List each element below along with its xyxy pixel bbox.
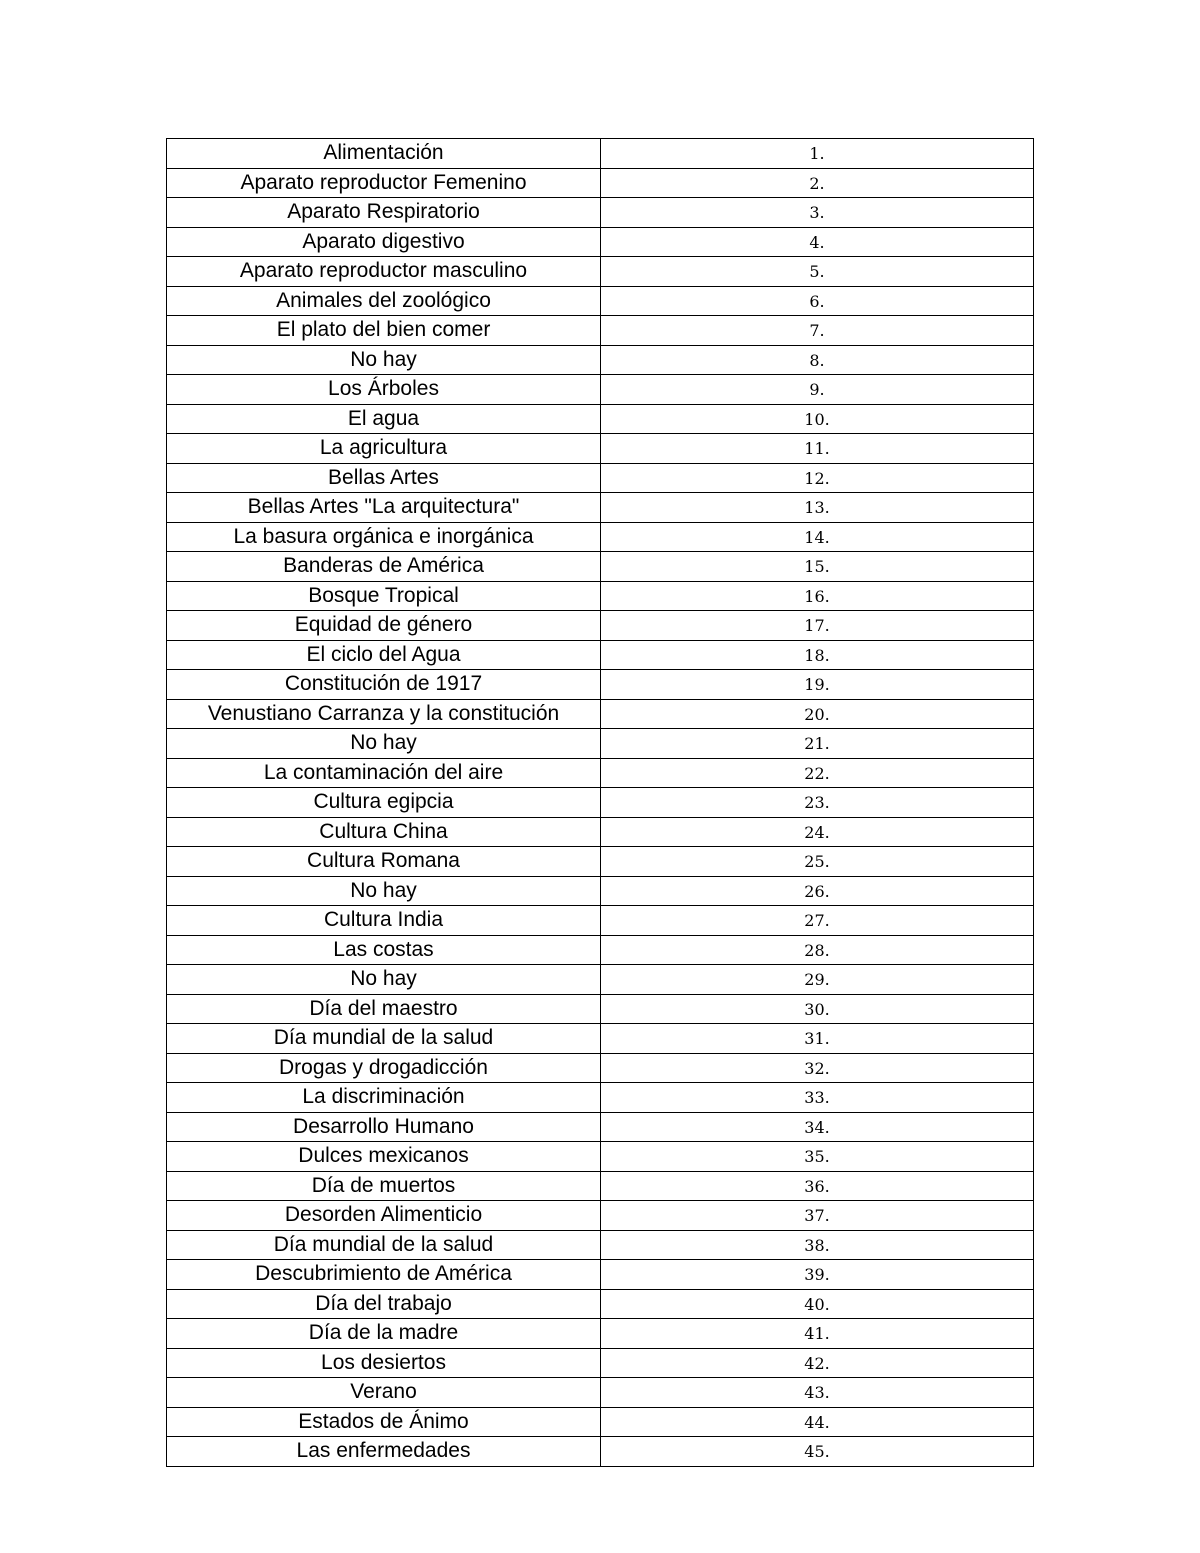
topic-cell: Día mundial de la salud: [167, 1024, 601, 1054]
table-row: [167, 1378, 1034, 1408]
number-cell: 30.: [601, 994, 1034, 1024]
number-cell: 12.: [601, 463, 1034, 493]
table-row: [167, 463, 1034, 493]
topic-cell: Drogas y drogadicción: [167, 1053, 601, 1083]
table-row: [167, 139, 1034, 169]
number-cell: 39.: [601, 1260, 1034, 1290]
table-row: [167, 640, 1034, 670]
table-row: [167, 522, 1034, 552]
topic-cell: Constitución de 1917: [167, 670, 601, 700]
table-row: [167, 994, 1034, 1024]
number-cell: 26.: [601, 876, 1034, 906]
number-cell: 27.: [601, 906, 1034, 936]
number-cell: 21.: [601, 729, 1034, 759]
topic-cell: Aparato digestivo: [167, 227, 601, 257]
topic-cell: No hay: [167, 345, 601, 375]
topic-cell: Día del maestro: [167, 994, 601, 1024]
table-row: [167, 375, 1034, 405]
topic-cell: Día de la madre: [167, 1319, 601, 1349]
table-row: [167, 198, 1034, 228]
table-row: [167, 345, 1034, 375]
table-row: [167, 847, 1034, 877]
number-cell: 17.: [601, 611, 1034, 641]
topic-cell: Las costas: [167, 935, 601, 965]
number-cell: 25.: [601, 847, 1034, 877]
topic-cell: Venustiano Carranza y la constitución: [167, 699, 601, 729]
topic-cell: Cultura egipcia: [167, 788, 601, 818]
number-cell: 38.: [601, 1230, 1034, 1260]
table-row: [167, 1289, 1034, 1319]
number-cell: 42.: [601, 1348, 1034, 1378]
topic-cell: Aparato reproductor masculino: [167, 257, 601, 287]
number-cell: 37.: [601, 1201, 1034, 1231]
topic-cell: No hay: [167, 965, 601, 995]
topic-cell: La discriminación: [167, 1083, 601, 1113]
number-cell: 6.: [601, 286, 1034, 316]
number-cell: 31.: [601, 1024, 1034, 1054]
number-cell: 5.: [601, 257, 1034, 287]
number-cell: 29.: [601, 965, 1034, 995]
number-cell: 11.: [601, 434, 1034, 464]
number-cell: 33.: [601, 1083, 1034, 1113]
number-cell: 19.: [601, 670, 1034, 700]
number-cell: 7.: [601, 316, 1034, 346]
topic-cell: La contaminación del aire: [167, 758, 601, 788]
number-cell: 4.: [601, 227, 1034, 257]
topic-cell: Día de muertos: [167, 1171, 601, 1201]
table-row: [167, 493, 1034, 523]
number-cell: 40.: [601, 1289, 1034, 1319]
topic-cell: Día del trabajo: [167, 1289, 601, 1319]
number-cell: 10.: [601, 404, 1034, 434]
number-cell: 41.: [601, 1319, 1034, 1349]
topic-cell: Banderas de América: [167, 552, 601, 582]
table-row: [167, 788, 1034, 818]
number-cell: 22.: [601, 758, 1034, 788]
table-row: [167, 404, 1034, 434]
number-cell: 3.: [601, 198, 1034, 228]
topic-cell: Día mundial de la salud: [167, 1230, 601, 1260]
number-cell: 1.: [601, 139, 1034, 169]
table-row: [167, 257, 1034, 287]
topic-cell: El plato del bien comer: [167, 316, 601, 346]
topic-cell: Equidad de género: [167, 611, 601, 641]
topic-cell: Cultura China: [167, 817, 601, 847]
topics-table-body: [167, 139, 1034, 1467]
number-cell: 36.: [601, 1171, 1034, 1201]
topic-cell: Los Árboles: [167, 375, 601, 405]
topic-cell: Bellas Artes "La arquitectura": [167, 493, 601, 523]
number-cell: 34.: [601, 1112, 1034, 1142]
table-row: [167, 817, 1034, 847]
number-cell: 44.: [601, 1407, 1034, 1437]
topic-cell: Las enfermedades: [167, 1437, 601, 1467]
topic-cell: El ciclo del Agua: [167, 640, 601, 670]
table-row: [167, 670, 1034, 700]
table-row: [167, 1437, 1034, 1467]
number-cell: 15.: [601, 552, 1034, 582]
table-row: [167, 168, 1034, 198]
number-cell: 35.: [601, 1142, 1034, 1172]
table-row: [167, 1171, 1034, 1201]
table-row: [167, 1230, 1034, 1260]
table-row: [167, 699, 1034, 729]
table-row: [167, 434, 1034, 464]
table-row: [167, 286, 1034, 316]
topic-cell: Animales del zoológico: [167, 286, 601, 316]
topic-cell: La agricultura: [167, 434, 601, 464]
topic-cell: Alimentación: [167, 139, 601, 169]
topic-cell: El agua: [167, 404, 601, 434]
table-row: [167, 1142, 1034, 1172]
table-row: [167, 1348, 1034, 1378]
topic-cell: Aparato Respiratorio: [167, 198, 601, 228]
topic-cell: No hay: [167, 876, 601, 906]
number-cell: 24.: [601, 817, 1034, 847]
topic-cell: Los desiertos: [167, 1348, 601, 1378]
topic-cell: Dulces mexicanos: [167, 1142, 601, 1172]
number-cell: 23.: [601, 788, 1034, 818]
topic-cell: No hay: [167, 729, 601, 759]
table-row: [167, 965, 1034, 995]
topic-cell: Desorden Alimenticio: [167, 1201, 601, 1231]
number-cell: 16.: [601, 581, 1034, 611]
table-row: [167, 935, 1034, 965]
table-row: [167, 1260, 1034, 1290]
topic-cell: Cultura Romana: [167, 847, 601, 877]
table-row: [167, 729, 1034, 759]
table-row: [167, 1083, 1034, 1113]
number-cell: 14.: [601, 522, 1034, 552]
table-row: [167, 611, 1034, 641]
table-row: [167, 1407, 1034, 1437]
number-cell: 8.: [601, 345, 1034, 375]
table-row: [167, 1053, 1034, 1083]
number-cell: 2.: [601, 168, 1034, 198]
topic-cell: Bosque Tropical: [167, 581, 601, 611]
topics-table: [166, 138, 1034, 1467]
topic-cell: Bellas Artes: [167, 463, 601, 493]
topic-cell: La basura orgánica e inorgánica: [167, 522, 601, 552]
number-cell: 28.: [601, 935, 1034, 965]
table-row: [167, 1024, 1034, 1054]
table-row: [167, 1319, 1034, 1349]
topic-cell: Desarrollo Humano: [167, 1112, 601, 1142]
number-cell: 43.: [601, 1378, 1034, 1408]
table-row: [167, 552, 1034, 582]
table-row: [167, 876, 1034, 906]
number-cell: 9.: [601, 375, 1034, 405]
number-cell: 20.: [601, 699, 1034, 729]
table-row: [167, 227, 1034, 257]
number-cell: 18.: [601, 640, 1034, 670]
topic-cell: Verano: [167, 1378, 601, 1408]
topic-cell: Descubrimiento de América: [167, 1260, 601, 1290]
table-row: [167, 758, 1034, 788]
topic-cell: Aparato reproductor Femenino: [167, 168, 601, 198]
number-cell: 32.: [601, 1053, 1034, 1083]
table-row: [167, 1112, 1034, 1142]
table-row: [167, 581, 1034, 611]
table-row: [167, 1201, 1034, 1231]
number-cell: 13.: [601, 493, 1034, 523]
topic-cell: Estados de Ánimo: [167, 1407, 601, 1437]
table-row: [167, 316, 1034, 346]
table-row: [167, 906, 1034, 936]
topic-cell: Cultura India: [167, 906, 601, 936]
number-cell: 45.: [601, 1437, 1034, 1467]
